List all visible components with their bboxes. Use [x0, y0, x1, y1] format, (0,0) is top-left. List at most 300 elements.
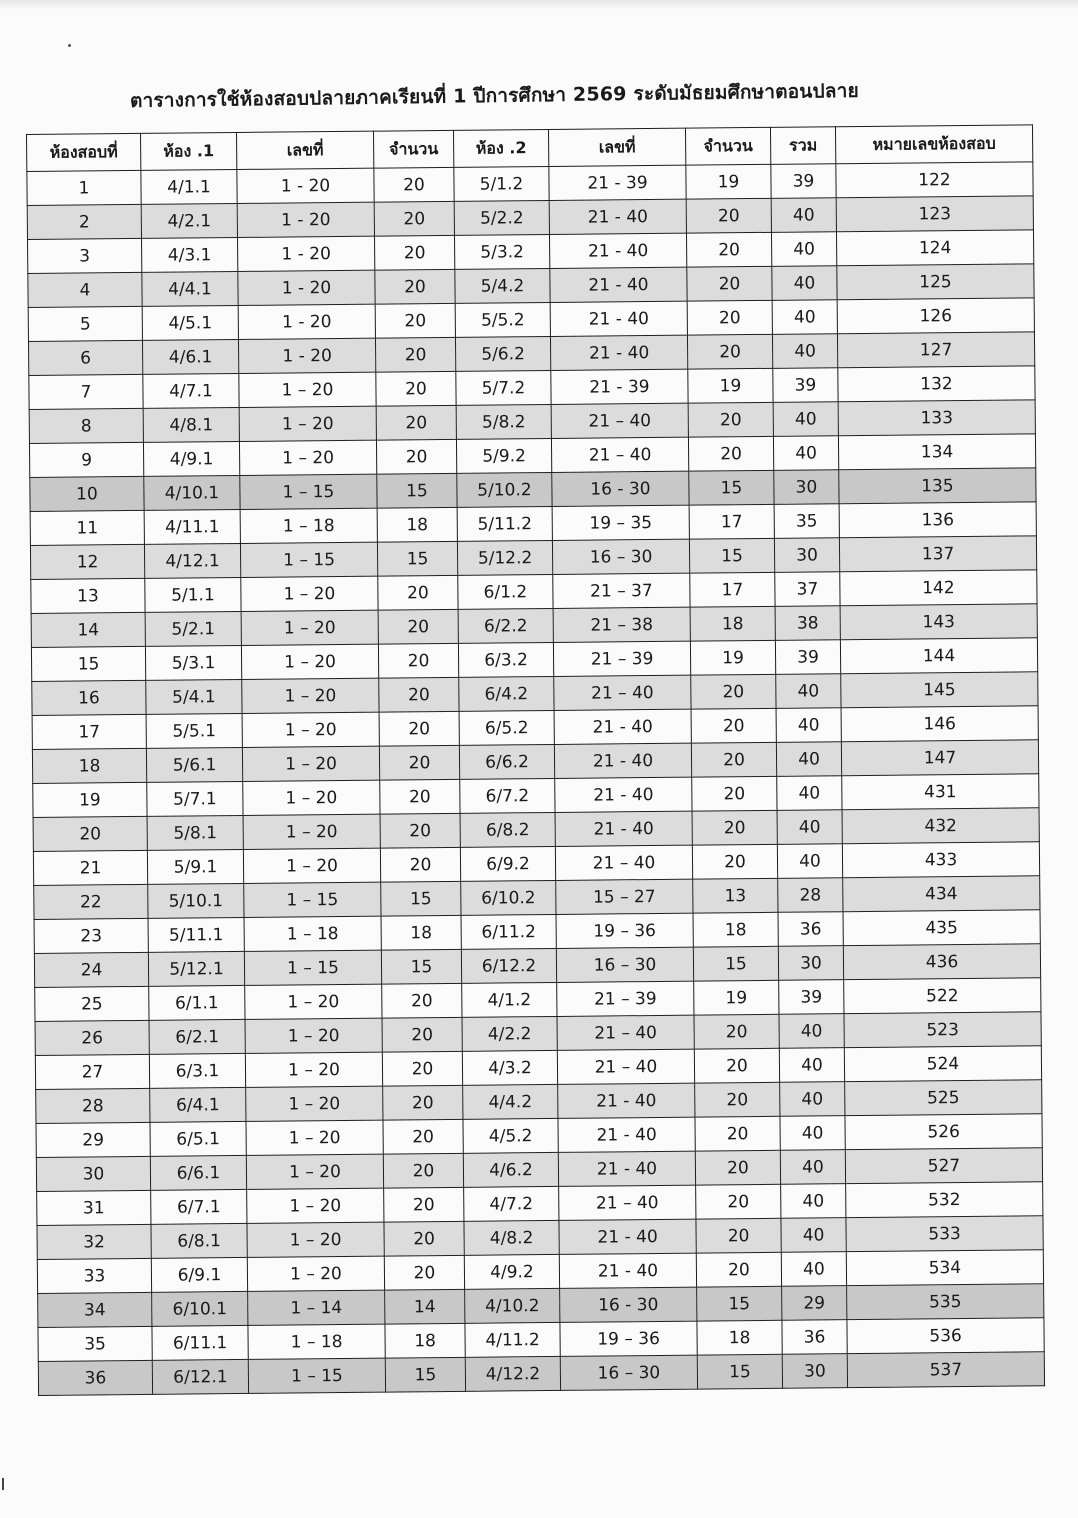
header-count-1: จำนวน [373, 130, 453, 168]
exam-room-cell: 24 [34, 952, 148, 987]
count-1-cell: 20 [380, 813, 460, 848]
class-2-cell: 5/8.2 [456, 404, 551, 439]
seat-range-1-cell: 1 – 20 [245, 984, 382, 1019]
table-body [27, 162, 1045, 1396]
total-cell: 40 [776, 742, 841, 777]
count-1-cell: 20 [374, 167, 454, 202]
seat-range-1-cell: 1 – 15 [244, 950, 381, 985]
class-2-cell: 4/11.2 [465, 1322, 560, 1357]
class-2-cell: 6/1.2 [458, 574, 553, 609]
count-1-cell: 20 [378, 575, 458, 610]
class-2-cell: 6/6.2 [459, 744, 554, 779]
class-1-cell: 6/8.1 [151, 1223, 247, 1258]
header-class-2: ห้อง .2 [453, 129, 548, 167]
count-1-cell: 20 [375, 269, 455, 304]
exam-room-cell: 8 [29, 408, 143, 443]
count-2-cell: 15 [697, 1354, 782, 1389]
total-cell: 40 [781, 1252, 846, 1287]
seat-range-2-cell: 16 – 30 [560, 1355, 697, 1390]
total-cell: 30 [774, 470, 839, 505]
room-number-cell: 433 [842, 842, 1039, 878]
total-cell: 38 [775, 606, 840, 641]
total-cell: 35 [774, 504, 839, 539]
total-cell: 29 [782, 1286, 847, 1321]
total-cell: 39 [773, 368, 838, 403]
seat-range-1-cell: 1 – 18 [244, 916, 381, 951]
exam-room-cell: 20 [33, 816, 147, 851]
count-2-cell: 19 [690, 640, 775, 675]
seat-range-2-cell: 21 – 37 [553, 573, 690, 608]
room-number-cell: 144 [840, 638, 1037, 674]
count-1-cell: 20 [379, 745, 459, 780]
seat-range-2-cell: 21 – 38 [553, 607, 690, 642]
seat-range-2-cell: 21 - 40 [549, 199, 686, 234]
count-2-cell: 17 [689, 504, 774, 539]
count-1-cell: 20 [376, 439, 456, 474]
class-2-cell: 6/8.2 [460, 812, 555, 847]
count-2-cell: 15 [693, 946, 778, 981]
room-number-cell: 536 [847, 1318, 1044, 1354]
seat-range-2-cell: 21 – 40 [551, 403, 688, 438]
exam-room-cell: 21 [33, 850, 147, 885]
count-2-cell: 19 [688, 368, 773, 403]
seat-range-1-cell: 1 – 15 [240, 474, 377, 509]
header-count-2: จำนวน [685, 127, 770, 165]
seat-range-1-cell: 1 – 20 [239, 440, 376, 475]
count-1-cell: 15 [377, 473, 457, 508]
class-1-cell: 4/4.1 [142, 271, 238, 306]
class-2-cell: 6/7.2 [460, 778, 555, 813]
seat-range-2-cell: 19 – 36 [560, 1321, 697, 1356]
room-number-cell: 145 [841, 672, 1038, 708]
seat-range-1-cell: 1 – 20 [242, 712, 379, 747]
seat-range-1-cell: 1 - 20 [238, 270, 375, 305]
class-2-cell: 4/10.2 [465, 1288, 560, 1323]
class-2-cell: 4/7.2 [464, 1186, 559, 1221]
class-2-cell: 6/3.2 [458, 642, 553, 677]
header-seat-range-2: เลขที่ [548, 128, 685, 166]
class-2-cell: 6/5.2 [459, 710, 554, 745]
seat-range-2-cell: 21 - 39 [549, 165, 686, 200]
seat-range-1-cell: 1 – 20 [247, 1222, 384, 1257]
seat-range-1-cell: 1 – 20 [242, 746, 379, 781]
seat-range-1-cell: 1 – 18 [248, 1324, 385, 1359]
count-2-cell: 13 [693, 878, 778, 913]
exam-room-table [26, 124, 1045, 1396]
room-number-cell: 132 [838, 366, 1035, 402]
count-1-cell: 20 [383, 1153, 463, 1188]
exam-room-cell: 27 [35, 1054, 149, 1089]
count-2-cell: 19 [686, 164, 771, 199]
class-1-cell: 6/3.1 [149, 1053, 245, 1088]
class-2-cell: 5/11.2 [457, 506, 552, 541]
class-2-cell: 4/6.2 [463, 1152, 558, 1187]
total-cell: 40 [779, 1048, 844, 1083]
seat-range-1-cell: 1 – 20 [241, 610, 378, 645]
count-1-cell: 18 [385, 1323, 465, 1358]
seat-range-2-cell: 16 – 30 [556, 947, 693, 982]
class-1-cell: 4/2.1 [141, 203, 237, 238]
exam-room-cell: 29 [36, 1122, 150, 1157]
count-1-cell: 15 [385, 1357, 465, 1392]
count-2-cell: 20 [695, 1082, 780, 1117]
seat-range-2-cell: 21 – 40 [557, 1015, 694, 1050]
room-number-cell: 436 [843, 944, 1040, 980]
count-1-cell: 20 [384, 1187, 464, 1222]
seat-range-1-cell: 1 – 20 [247, 1188, 384, 1223]
count-2-cell: 20 [691, 742, 776, 777]
exam-room-cell: 36 [38, 1360, 152, 1395]
total-cell: 40 [781, 1184, 846, 1219]
exam-room-cell: 3 [28, 238, 142, 273]
room-number-cell: 524 [844, 1046, 1041, 1082]
class-1-cell: 5/10.1 [148, 883, 244, 918]
header-total: รวม [770, 127, 835, 165]
count-1-cell: 20 [378, 643, 458, 678]
seat-range-1-cell: 1 – 20 [246, 1086, 383, 1121]
count-2-cell: 20 [696, 1218, 781, 1253]
class-1-cell: 5/12.1 [148, 951, 244, 986]
exam-room-cell: 1 [27, 170, 141, 205]
exam-room-cell: 16 [32, 680, 146, 715]
scan-shadow [0, 0, 1078, 10]
count-2-cell: 20 [687, 266, 772, 301]
count-1-cell: 20 [384, 1221, 464, 1256]
room-number-cell: 434 [843, 876, 1040, 912]
exam-room-cell: 2 [27, 204, 141, 239]
exam-room-cell: 34 [38, 1292, 152, 1327]
exam-room-cell: 32 [37, 1224, 151, 1259]
count-1-cell: 15 [377, 541, 457, 576]
class-1-cell: 4/1.1 [141, 169, 237, 204]
count-2-cell: 20 [695, 1150, 780, 1185]
count-1-cell: 20 [379, 677, 459, 712]
class-2-cell: 4/1.2 [462, 982, 557, 1017]
count-1-cell: 18 [377, 507, 457, 542]
seat-range-1-cell: 1 – 20 [239, 406, 376, 441]
room-number-cell: 122 [836, 162, 1033, 198]
total-cell: 30 [782, 1354, 847, 1389]
class-1-cell: 4/9.1 [143, 441, 239, 476]
class-1-cell: 5/9.1 [147, 849, 243, 884]
seat-range-1-cell: 1 – 15 [248, 1358, 385, 1393]
exam-room-cell: 11 [30, 510, 144, 545]
seat-range-1-cell: 1 – 15 [244, 882, 381, 917]
exam-room-cell: 25 [35, 986, 149, 1021]
seat-range-2-cell: 21 - 39 [551, 369, 688, 404]
class-1-cell: 5/4.1 [146, 679, 242, 714]
class-1-cell: 4/6.1 [142, 339, 238, 374]
class-1-cell: 5/11.1 [148, 917, 244, 952]
room-number-cell: 133 [838, 400, 1035, 436]
seat-range-2-cell: 19 – 36 [556, 913, 693, 948]
exam-room-cell: 4 [28, 272, 142, 307]
class-2-cell: 5/3.2 [454, 234, 549, 269]
exam-room-cell: 15 [31, 646, 145, 681]
room-number-cell: 135 [839, 468, 1036, 504]
class-1-cell: 6/4.1 [150, 1087, 246, 1122]
total-cell: 39 [771, 164, 836, 199]
count-2-cell: 20 [692, 776, 777, 811]
seat-range-2-cell: 21 – 40 [559, 1185, 696, 1220]
count-2-cell: 18 [690, 606, 775, 641]
count-1-cell: 20 [383, 1119, 463, 1154]
seat-range-2-cell: 21 - 40 [554, 743, 691, 778]
header-class-1: ห้อง .1 [140, 132, 236, 170]
seat-range-2-cell: 16 – 30 [552, 539, 689, 574]
count-2-cell: 15 [689, 538, 774, 573]
room-number-cell: 124 [836, 230, 1033, 266]
total-cell: 36 [778, 912, 843, 947]
seat-range-1-cell: 1 – 20 [245, 1018, 382, 1053]
total-cell: 40 [776, 674, 841, 709]
seat-range-2-cell: 21 - 40 [558, 1117, 695, 1152]
seat-range-2-cell: 21 – 40 [557, 1049, 694, 1084]
class-2-cell: 4/8.2 [464, 1220, 559, 1255]
total-cell: 40 [777, 810, 842, 845]
count-2-cell: 20 [687, 300, 772, 335]
class-1-cell: 6/11.1 [152, 1325, 248, 1360]
class-1-cell: 6/7.1 [151, 1189, 247, 1224]
total-cell: 40 [771, 232, 836, 267]
class-1-cell: 6/9.1 [151, 1257, 247, 1292]
exam-room-cell: 26 [35, 1020, 149, 1055]
class-2-cell: 5/2.2 [454, 200, 549, 235]
exam-room-cell: 6 [28, 340, 142, 375]
seat-range-2-cell: 21 - 40 [558, 1083, 695, 1118]
count-2-cell: 20 [692, 844, 777, 879]
exam-room-cell: 5 [28, 306, 142, 341]
exam-room-cell: 14 [31, 612, 145, 647]
room-number-cell: 523 [844, 1012, 1041, 1048]
room-number-cell: 125 [837, 264, 1034, 300]
class-1-cell: 6/10.1 [152, 1291, 248, 1326]
class-2-cell: 6/2.2 [458, 608, 553, 643]
class-1-cell: 6/5.1 [150, 1121, 246, 1156]
exam-room-cell: 7 [29, 374, 143, 409]
class-2-cell: 4/4.2 [463, 1084, 558, 1119]
total-cell: 40 [779, 1014, 844, 1049]
room-number-cell: 123 [836, 196, 1033, 232]
seat-range-1-cell: 1 – 20 [243, 848, 380, 883]
room-number-cell: 146 [841, 706, 1038, 742]
count-1-cell: 20 [382, 1017, 462, 1052]
room-number-cell: 532 [846, 1182, 1043, 1218]
seat-range-1-cell: 1 - 20 [238, 304, 375, 339]
count-2-cell: 19 [694, 980, 779, 1015]
class-2-cell: 6/9.2 [460, 846, 555, 881]
class-1-cell: 4/8.1 [143, 407, 239, 442]
count-1-cell: 15 [381, 949, 461, 984]
count-2-cell: 15 [689, 470, 774, 505]
class-1-cell: 5/2.1 [145, 611, 241, 646]
seat-range-2-cell: 21 - 40 [559, 1219, 696, 1254]
total-cell: 36 [782, 1320, 847, 1355]
class-1-cell: 5/5.1 [146, 713, 242, 748]
count-2-cell: 18 [693, 912, 778, 947]
seat-range-1-cell: 1 – 20 [247, 1256, 384, 1291]
class-2-cell: 5/9.2 [456, 438, 551, 473]
count-2-cell: 20 [686, 198, 771, 233]
class-2-cell: 5/5.2 [455, 302, 550, 337]
total-cell: 40 [780, 1150, 845, 1185]
class-2-cell: 5/10.2 [457, 472, 552, 507]
exam-room-cell: 10 [30, 476, 144, 511]
seat-range-2-cell: 21 - 40 [549, 233, 686, 268]
count-1-cell: 20 [378, 609, 458, 644]
seat-range-1-cell: 1 – 20 [243, 814, 380, 849]
class-1-cell: 4/5.1 [142, 305, 238, 340]
count-1-cell: 20 [374, 201, 454, 236]
total-cell: 40 [772, 300, 837, 335]
count-1-cell: 20 [375, 337, 455, 372]
total-cell: 40 [780, 1116, 845, 1151]
seat-range-2-cell: 21 – 40 [551, 437, 688, 472]
class-2-cell: 6/10.2 [461, 880, 556, 915]
count-2-cell: 15 [697, 1286, 782, 1321]
count-2-cell: 20 [692, 810, 777, 845]
seat-range-2-cell: 21 – 40 [555, 845, 692, 880]
seat-range-2-cell: 16 - 30 [560, 1287, 697, 1322]
seat-range-1-cell: 1 – 20 [245, 1052, 382, 1087]
seat-range-1-cell: 1 – 20 [242, 678, 379, 713]
exam-room-cell: 33 [37, 1258, 151, 1293]
total-cell: 40 [772, 266, 837, 301]
total-cell: 40 [776, 708, 841, 743]
seat-range-1-cell: 1 – 20 [241, 644, 378, 679]
room-number-cell: 535 [847, 1284, 1044, 1320]
count-1-cell: 14 [385, 1289, 465, 1324]
class-1-cell: 4/11.1 [144, 509, 240, 544]
exam-room-cell: 35 [38, 1326, 152, 1361]
count-1-cell: 20 [380, 847, 460, 882]
class-2-cell: 5/12.2 [457, 540, 552, 575]
room-number-cell: 527 [845, 1148, 1042, 1184]
class-1-cell: 4/12.1 [144, 543, 240, 578]
seat-range-1-cell: 1 - 20 [238, 236, 375, 271]
seat-range-2-cell: 21 - 40 [555, 777, 692, 812]
room-number-cell: 136 [839, 502, 1036, 538]
total-cell: 39 [779, 980, 844, 1015]
class-2-cell: 4/12.2 [465, 1356, 560, 1391]
total-cell: 40 [777, 844, 842, 879]
exam-room-cell: 18 [32, 748, 146, 783]
class-2-cell: 4/3.2 [462, 1050, 557, 1085]
count-2-cell: 20 [691, 708, 776, 743]
total-cell: 40 [780, 1082, 845, 1117]
seat-range-1-cell: 1 - 20 [238, 338, 375, 373]
class-1-cell: 6/1.1 [149, 985, 245, 1020]
seat-range-2-cell: 21 – 39 [557, 981, 694, 1016]
count-1-cell: 20 [383, 1085, 463, 1120]
room-number-cell: 525 [845, 1080, 1042, 1116]
total-cell: 30 [774, 538, 839, 573]
exam-room-cell: 28 [36, 1088, 150, 1123]
count-2-cell: 18 [697, 1320, 782, 1355]
exam-room-table-wrapper [26, 124, 1044, 1396]
count-2-cell: 20 [688, 436, 773, 471]
seat-range-2-cell: 15 – 27 [556, 879, 693, 914]
page-title: ตารางการใช้ห้องสอบปลายภาคเรียนที่ 1 ปีการศึกษา 2569 ระดับมัธยมศึกษาตอนปลาย [129, 79, 859, 112]
seat-range-1-cell: 1 – 20 [241, 576, 378, 611]
seat-range-2-cell: 21 – 40 [554, 675, 691, 710]
total-cell: 40 [772, 334, 837, 369]
count-2-cell: 20 [686, 232, 771, 267]
count-1-cell: 20 [382, 1051, 462, 1086]
class-2-cell: 5/4.2 [455, 268, 550, 303]
exam-room-cell: 31 [37, 1190, 151, 1225]
room-number-cell: 147 [841, 740, 1038, 776]
room-number-cell: 522 [844, 978, 1041, 1014]
room-number-cell: 534 [846, 1250, 1043, 1286]
class-2-cell: 4/2.2 [462, 1016, 557, 1051]
count-1-cell: 20 [376, 371, 456, 406]
seat-range-1-cell: 1 – 20 [246, 1154, 383, 1189]
count-1-cell: 20 [379, 711, 459, 746]
seat-range-2-cell: 21 - 40 [555, 811, 692, 846]
class-2-cell: 5/1.2 [454, 166, 549, 201]
total-cell: 40 [773, 436, 838, 471]
exam-room-cell: 22 [34, 884, 148, 919]
class-1-cell: 6/6.1 [150, 1155, 246, 1190]
count-1-cell: 20 [376, 405, 456, 440]
seat-range-2-cell: 16 - 30 [552, 471, 689, 506]
count-2-cell: 20 [696, 1184, 781, 1219]
count-2-cell: 20 [694, 1048, 779, 1083]
room-number-cell: 431 [842, 774, 1039, 810]
count-2-cell: 17 [690, 572, 775, 607]
seat-range-1-cell: 1 – 20 [243, 780, 380, 815]
room-number-cell: 127 [837, 332, 1034, 368]
room-number-cell: 537 [847, 1352, 1044, 1388]
count-1-cell: 20 [380, 779, 460, 814]
class-1-cell: 5/7.1 [147, 781, 243, 816]
count-1-cell: 20 [375, 303, 455, 338]
count-2-cell: 20 [691, 674, 776, 709]
class-2-cell: 6/12.2 [461, 948, 556, 983]
class-2-cell: 4/5.2 [463, 1118, 558, 1153]
seat-range-2-cell: 21 - 40 [550, 301, 687, 336]
class-2-cell: 4/9.2 [464, 1254, 559, 1289]
count-1-cell: 20 [382, 983, 462, 1018]
count-2-cell: 20 [688, 402, 773, 437]
room-number-cell: 126 [837, 298, 1034, 334]
room-number-cell: 533 [846, 1216, 1043, 1252]
total-cell: 28 [778, 878, 843, 913]
class-1-cell: 6/12.1 [152, 1359, 248, 1394]
seat-range-1-cell: 1 – 14 [248, 1290, 385, 1325]
room-number-cell: 137 [839, 536, 1036, 572]
class-1-cell: 4/3.1 [142, 237, 238, 272]
seat-range-1-cell: 1 – 18 [240, 508, 377, 543]
count-1-cell: 20 [384, 1255, 464, 1290]
class-2-cell: 6/4.2 [459, 676, 554, 711]
header-seat-range-1: เลขที่ [236, 131, 373, 169]
room-number-cell: 526 [845, 1114, 1042, 1150]
seat-range-2-cell: 21 - 40 [554, 709, 691, 744]
count-1-cell: 18 [381, 915, 461, 950]
class-2-cell: 5/7.2 [456, 370, 551, 405]
seat-range-1-cell: 1 – 15 [240, 542, 377, 577]
room-number-cell: 432 [842, 808, 1039, 844]
seat-range-2-cell: 21 - 40 [550, 267, 687, 302]
count-2-cell: 20 [694, 1014, 779, 1049]
class-1-cell: 4/7.1 [143, 373, 239, 408]
seat-range-2-cell: 19 – 35 [552, 505, 689, 540]
edge-mark [2, 1478, 4, 1490]
seat-range-2-cell: 21 - 40 [550, 335, 687, 370]
total-cell: 40 [781, 1218, 846, 1253]
